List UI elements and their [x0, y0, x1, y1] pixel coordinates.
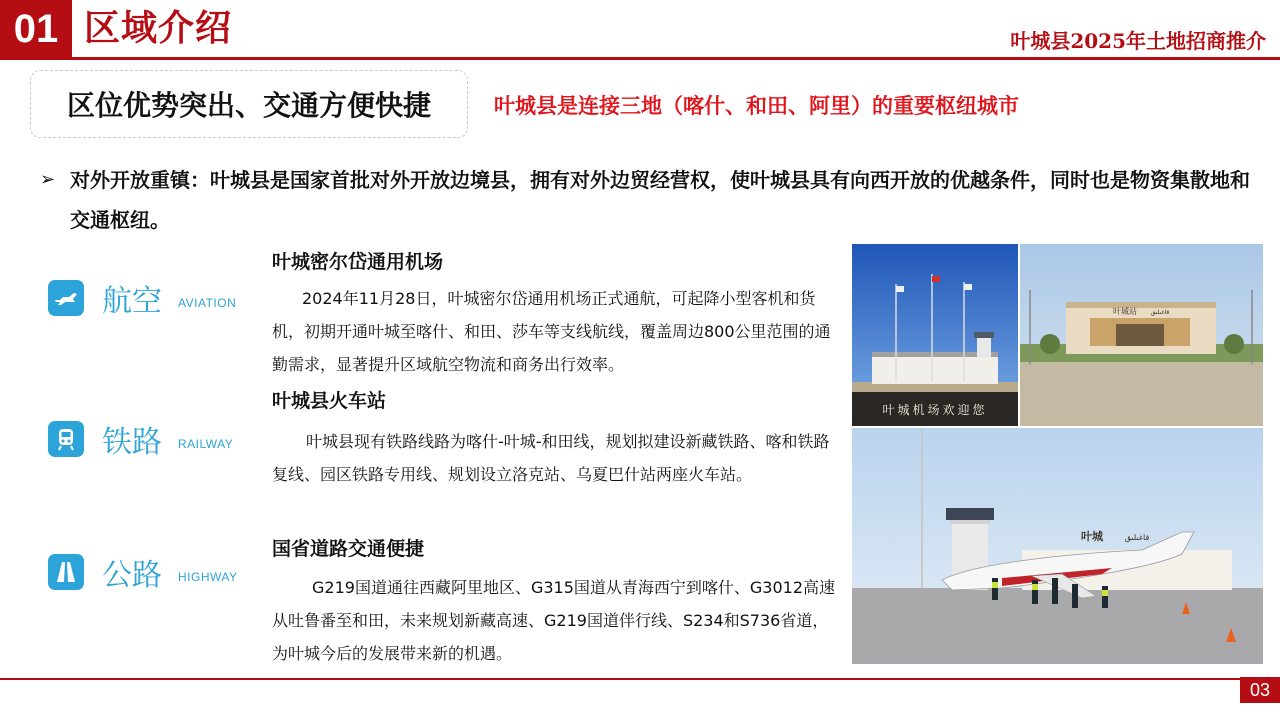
airplane-icon	[48, 280, 84, 316]
airport-body: 2024年11月28日，叶城密尔岱通用机场正式通航，可起降小型客机和货机，初期开通叶城至喀什、和田、莎车等支线航线，覆盖周边800公里范围的通勤需求，显著提升区域航空物流和商务出行效率。	[272, 289, 831, 374]
category-railway	[48, 419, 233, 459]
category-highway	[48, 552, 238, 592]
category-label: 公路	[102, 558, 162, 593]
bullet-paragraph	[40, 160, 1255, 240]
highway-body: G219国道通往西藏阿里地区、G315国道从青海西宁到喀什、G3012高速从吐鲁番至和田，未来规划新藏高速、G219国道伴行线、S234和S736省道，为叶城今后的发展带来新的机遇。	[272, 578, 835, 663]
page-number: 03	[1240, 677, 1280, 703]
category-english: AVIATION	[178, 296, 237, 310]
section-number: 01	[0, 0, 72, 58]
road-icon	[48, 554, 84, 590]
station-sign-text: 叶城站	[1113, 307, 1137, 316]
document-title: 叶城县2025年土地招商推介	[1010, 29, 1266, 53]
train-icon	[48, 421, 84, 457]
terminal-uyghur-text: قاغىلىق	[1124, 533, 1150, 542]
category-aviation	[48, 278, 236, 318]
category-english: RAILWAY	[178, 437, 234, 451]
headline-sub: 叶城县是连接三地（喀什、和田、阿里）的重要枢纽城市	[494, 94, 1019, 118]
bullet-text: 对外开放重镇：叶城县是国家首批对外开放边境县，拥有对外边贸经营权，使叶城县具有向西开放的优越条件，同时也是物资集散地和交通枢纽。	[70, 168, 1250, 232]
station-uyghur-text: قاغىلىق	[1150, 309, 1170, 316]
highway-title: 国省道路交通便捷	[272, 538, 425, 560]
railway-title: 叶城县火车站	[272, 390, 387, 412]
category-label: 铁路	[102, 425, 162, 460]
airport-title: 叶城密尔岱通用机场	[272, 251, 444, 273]
headline-main: 区位优势突出、交通方便快捷	[66, 89, 431, 122]
railway-body: 叶城县现有铁路线路为喀什-叶城-和田线，规划拟建设新藏铁路、喀和铁路复线、园区铁路专用线、规划设立洛克站、乌夏巴什站两座火车站。	[272, 432, 830, 484]
plane-photo	[852, 428, 1263, 664]
terminal-sign-text: 叶城	[1081, 530, 1103, 543]
airport-photo	[852, 244, 1018, 426]
airport-sign-text: 叶城机场欢迎您	[882, 403, 988, 417]
category-english: HIGHWAY	[178, 570, 238, 584]
section-title: 区域介绍	[84, 8, 233, 49]
footer-divider	[0, 678, 1280, 680]
header-divider	[0, 57, 1280, 60]
category-label: 航空	[102, 284, 162, 319]
headline-box	[30, 70, 468, 138]
bullet-arrow-icon: ➢	[40, 169, 56, 190]
station-photo	[1020, 244, 1263, 426]
